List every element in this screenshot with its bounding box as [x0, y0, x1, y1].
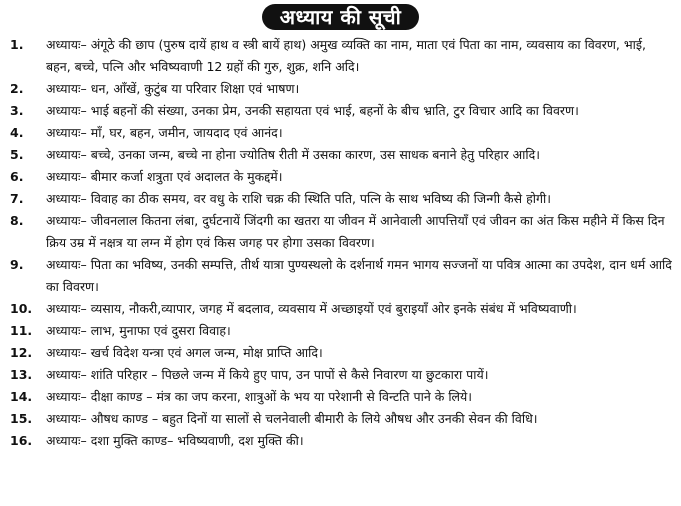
item-number: 4. — [10, 125, 24, 140]
item-number: 2. — [10, 81, 24, 96]
item-label: अध्यायः– — [46, 147, 87, 162]
item-text — [46, 34, 674, 78]
list-item — [0, 210, 681, 254]
item-number: 3. — [10, 103, 24, 118]
list-item — [0, 100, 681, 122]
item-number: 1. — [10, 37, 24, 52]
list-item — [0, 298, 681, 320]
item-text — [46, 144, 674, 166]
item-number: 5. — [10, 147, 24, 162]
item-label: अध्यायः– — [46, 213, 87, 228]
list-item — [0, 386, 681, 408]
item-number: 12. — [10, 345, 33, 360]
item-number: 6. — [10, 169, 24, 184]
item-label: अध्यायः– — [46, 411, 87, 426]
item-description: औषध काण्ड – बहुत दिनों या सालों से चलनेवाली बीमारी के लिये औषध और उनकी सेवन की विधि। — [90, 411, 538, 426]
item-description: माँ, घर, बहन, जमीन, जायदाद एवं आनंद। — [90, 125, 283, 140]
item-text — [46, 210, 674, 254]
item-text — [46, 166, 674, 188]
item-description: धन, आँखें, कुटुंब या परिवार शिक्षा एवं भाषण। — [90, 81, 300, 96]
item-description: दीक्षा काण्ड – मंत्र का जप करना, शात्रुओं के भय या परेशानी से विन्टति पाने के लिये। — [90, 389, 473, 404]
list-item — [0, 430, 681, 452]
item-text — [46, 298, 674, 320]
item-label: अध्यायः– — [46, 433, 87, 448]
item-number: 13. — [10, 367, 33, 382]
list-item — [0, 122, 681, 144]
item-label: अध्यायः– — [46, 169, 87, 184]
item-description: दशा मुक्ति काण्ड– भविष्यवाणी, दश मुक्ति की। — [90, 433, 304, 448]
item-label: अध्यायः– — [46, 301, 87, 316]
item-description: भाई बहनों की संख्या, उनका प्रेम, उनकी सहायता एवं भाई, बहनों के बीच भ्राति, टुर विचार आदि का विवरण। — [90, 103, 579, 118]
item-label: अध्यायः– — [46, 389, 87, 404]
list-item — [0, 364, 681, 386]
item-number: 15. — [10, 411, 33, 426]
list-item — [0, 320, 681, 342]
item-description: बच्चे, उनका जन्म, बच्चे ना होना ज्योतिष रीती में उसका कारण, उस साधक बनाने हेतु परिहार आदि। — [90, 147, 541, 162]
item-text — [46, 254, 674, 298]
item-label: अध्यायः– — [46, 37, 87, 52]
item-text — [46, 386, 674, 408]
item-number: 14. — [10, 389, 33, 404]
title-container — [0, 4, 681, 30]
item-number: 9. — [10, 257, 24, 272]
item-text — [46, 78, 674, 100]
list-item — [0, 342, 681, 364]
item-description: शांति परिहार – पिछले जन्म में किये हुए पाप, उन पापों से कैसे निवारण या छुटकारा पायें। — [90, 367, 489, 382]
item-description: बीमार कर्जा शत्रुता एवं अदालत के मुकद्दमें। — [90, 169, 283, 184]
item-description: जीवनलाल कितना लंबा, दुर्घटनायें जिंदगी का खतरा या जीवन में आनेवाली आपत्तियाँ एवं जीवन का अंत किस महीने में किस दिन क्रिय उम्र में नक्षत्र या लग्न में होग एवं किस जगह पर होगा उसका विवरण। — [46, 213, 665, 250]
item-description: पिता का भविष्य, उनकी सम्पत्ति, तीर्थ यात्रा पुण्यस्थलो के दर्शनार्थ गमन भागय सज्जनों या पवित्र आत्मा का उपदेश, दान धर्म आदि का विवरण। — [46, 257, 672, 294]
item-description: लाभ, मुनाफा एवं दुसरा विवाह। — [90, 323, 231, 338]
item-label: अध्यायः– — [46, 257, 87, 272]
item-number: 7. — [10, 191, 24, 206]
item-description: व्यसाय, नौकरी,व्यापार, जगह में बदलाव, व्यवसाय में अच्छाइयों एवं बुराइयाँ ओर इनके संबंध में भविष्यवाणी। — [90, 301, 577, 316]
item-description: खर्च विदेश यन्त्रा एवं अगल जन्म, मोक्ष प्राप्ति आदि। — [90, 345, 323, 360]
list-item — [0, 188, 681, 210]
list-item — [0, 78, 681, 100]
list-item — [0, 144, 681, 166]
chapter-list — [0, 34, 681, 452]
item-description: अंगूठे की छाप (पुरुष दायें हाथ व स्त्री बायें हाथ) अमुख व्यक्ति का नाम, माता एवं पिता का नाम, व्यवसाय का विवरण, भाई, बहन, बच्चे, पत्नि और भविष्यवाणी 12 ग्रहों की गुरु, शुक्र, शनि अदि। — [46, 37, 646, 74]
item-label: अध्यायः– — [46, 103, 87, 118]
item-text — [46, 430, 674, 452]
item-text — [46, 122, 674, 144]
item-text — [46, 364, 674, 386]
list-item — [0, 34, 681, 78]
item-label: अध्यायः– — [46, 345, 87, 360]
item-text — [46, 100, 674, 122]
item-number: 16. — [10, 433, 33, 448]
item-text — [46, 188, 674, 210]
item-text — [46, 320, 674, 342]
item-label: अध्यायः– — [46, 323, 87, 338]
list-item — [0, 254, 681, 298]
item-number: 10. — [10, 301, 33, 316]
item-number: 11. — [10, 323, 33, 338]
item-label: अध्यायः– — [46, 191, 87, 206]
page-title: अध्याय की सूची — [262, 4, 420, 30]
item-description: विवाह का ठीक समय, वर वधु के राशि चक्र की स्थिति पति, पत्नि के साथ भविष्य की जिन्गी कैसे होगी। — [90, 191, 551, 206]
item-number: 8. — [10, 213, 24, 228]
item-label: अध्यायः– — [46, 81, 87, 96]
item-text — [46, 342, 674, 364]
list-item — [0, 166, 681, 188]
item-label: अध्यायः– — [46, 125, 87, 140]
item-label: अध्यायः– — [46, 367, 87, 382]
list-item — [0, 408, 681, 430]
item-text — [46, 408, 674, 430]
